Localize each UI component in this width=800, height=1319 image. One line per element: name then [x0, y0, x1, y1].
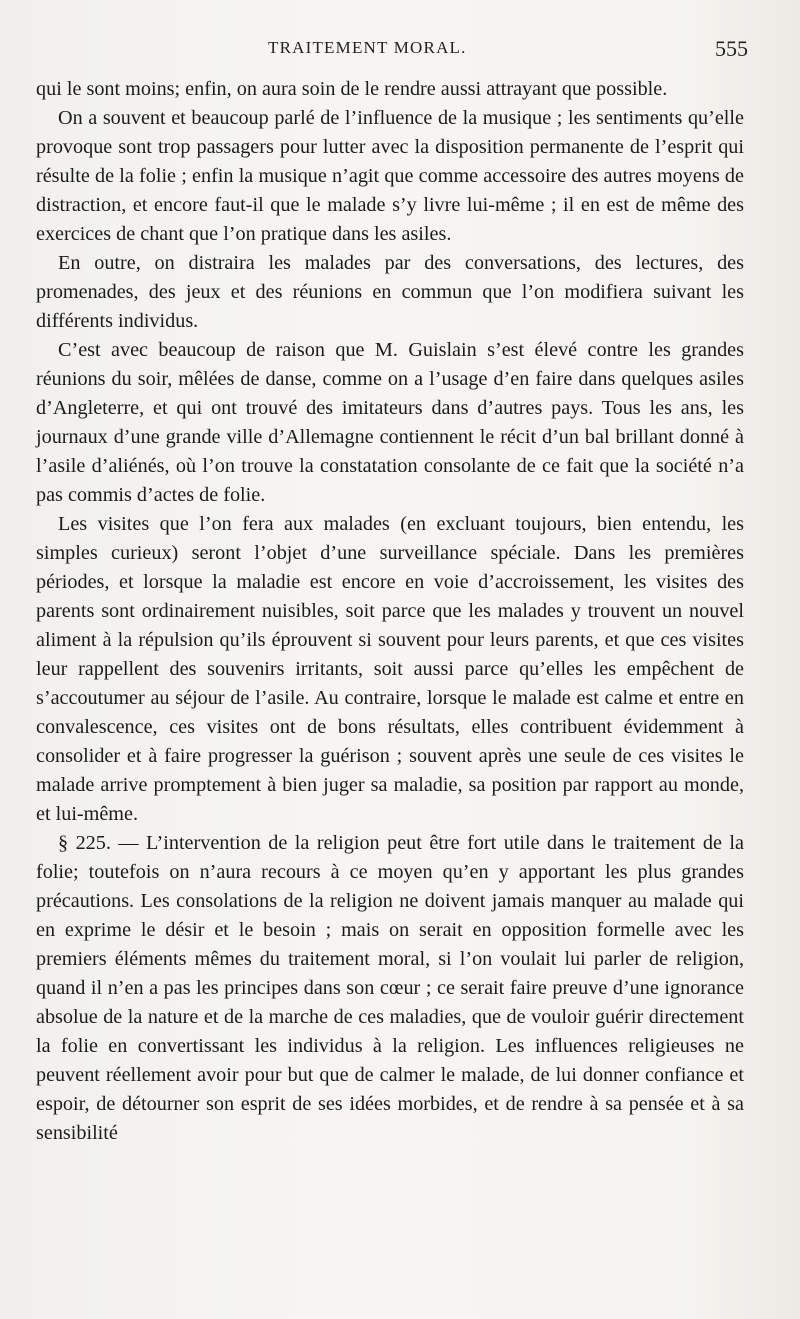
page-number: 555: [715, 36, 748, 61]
body-text: [36, 75, 744, 1148]
paragraph-section-225: § 225. — L’intervention de la religion peut être fort utile dans le traitement de la folie; toutefois on n’aura recours à ce moyen qu’en y apportant les plus grandes précautions. Les consolations de la religion ne doivent jamais manquer au malade qui en exprime le désir et le besoin ; mais on serait en opposition formelle avec les premiers éléments mêmes du traitement moral, si l’on voulait lui parler de religion, quand il n’en a pas les principes dans son cœur ; ce serait faire preuve d’une ignorance absolue de la nature et de la marche de ces maladies, que de vouloir guérir directement la folie en convertissant les individus à la religion. Les influences religieuses ne peuvent réellement avoir pour but que de calmer le malade, de lui donner confiance et espoir, de détourner son esprit de ses idées morbides, et de rendre à sa pensée et à sa sensibilité: [36, 832, 744, 1144]
paragraph-visites: Les visites que l’on fera aux malades (en excluant toujours, bien entendu, les simples curieux) seront l’objet d’une surveillance spéciale. Dans les premières périodes, et lorsque la maladie est encore en voie d’accroissement, les visites des parents sont ordinairement nuisibles, soit parce que les malades y trouvent un nouvel aliment à la répulsion qu’ils éprouvent si souvent pour leurs parents, et que ces visites leur rappellent des souvenirs irritants, soit aussi parce qu’elles les empêchent de s’accoutumer au séjour de l’asile. Au contraire, lorsque le malade est calme et entre en convalescence, ces visites ont de bons résultats, elles contribuent évidemment à consolider et à faire progresser la guérison ; souvent après une seule de ces visites le malade arrive promptement à bien juger sa maladie, sa position par rapport au monde, et lui-même.: [36, 513, 744, 825]
page-header: [30, 38, 770, 68]
running-head: TRAITEMENT MORAL.: [268, 38, 467, 57]
paragraph-guislain: C’est avec beaucoup de raison que M. Guislain s’est élevé contre les grandes réunions du soir, mêlées de danse, comme on a l’usage d’en faire dans quelques asiles d’Angleterre, et qui ont trouvé des imitateurs dans d’autres pays. Tous les ans, les journaux d’une grande ville d’Allemagne contiennent le récit d’un bal brillant donné à l’asile d’aliénés, où l’on trouve la constatation consolante de ce fait que la société n’a pas commis d’actes de folie.: [36, 339, 744, 506]
paragraph-continuation: qui le sont moins; enfin, on aura soin de le rendre aussi attrayant que possible.: [36, 78, 668, 100]
paragraph-musique: On a souvent et beaucoup parlé de l’influence de la musique ; les sentiments qu’elle provoque sont trop passagers pour lutter avec la disposition permanente de l’esprit qui résulte de la folie ; enfin la musique n’agit que comme accessoire des autres moyens de distraction, et encore faut-il que le malade s’y livre lui-même ; il en est de même des exercices de chant que l’on pratique dans les asiles.: [36, 107, 744, 245]
paragraph-distractions: En outre, on distraira les malades par des conversations, des lectures, des promenades, des jeux et des réunions en commun que l’on modifiera suivant les différents individus.: [36, 252, 744, 332]
